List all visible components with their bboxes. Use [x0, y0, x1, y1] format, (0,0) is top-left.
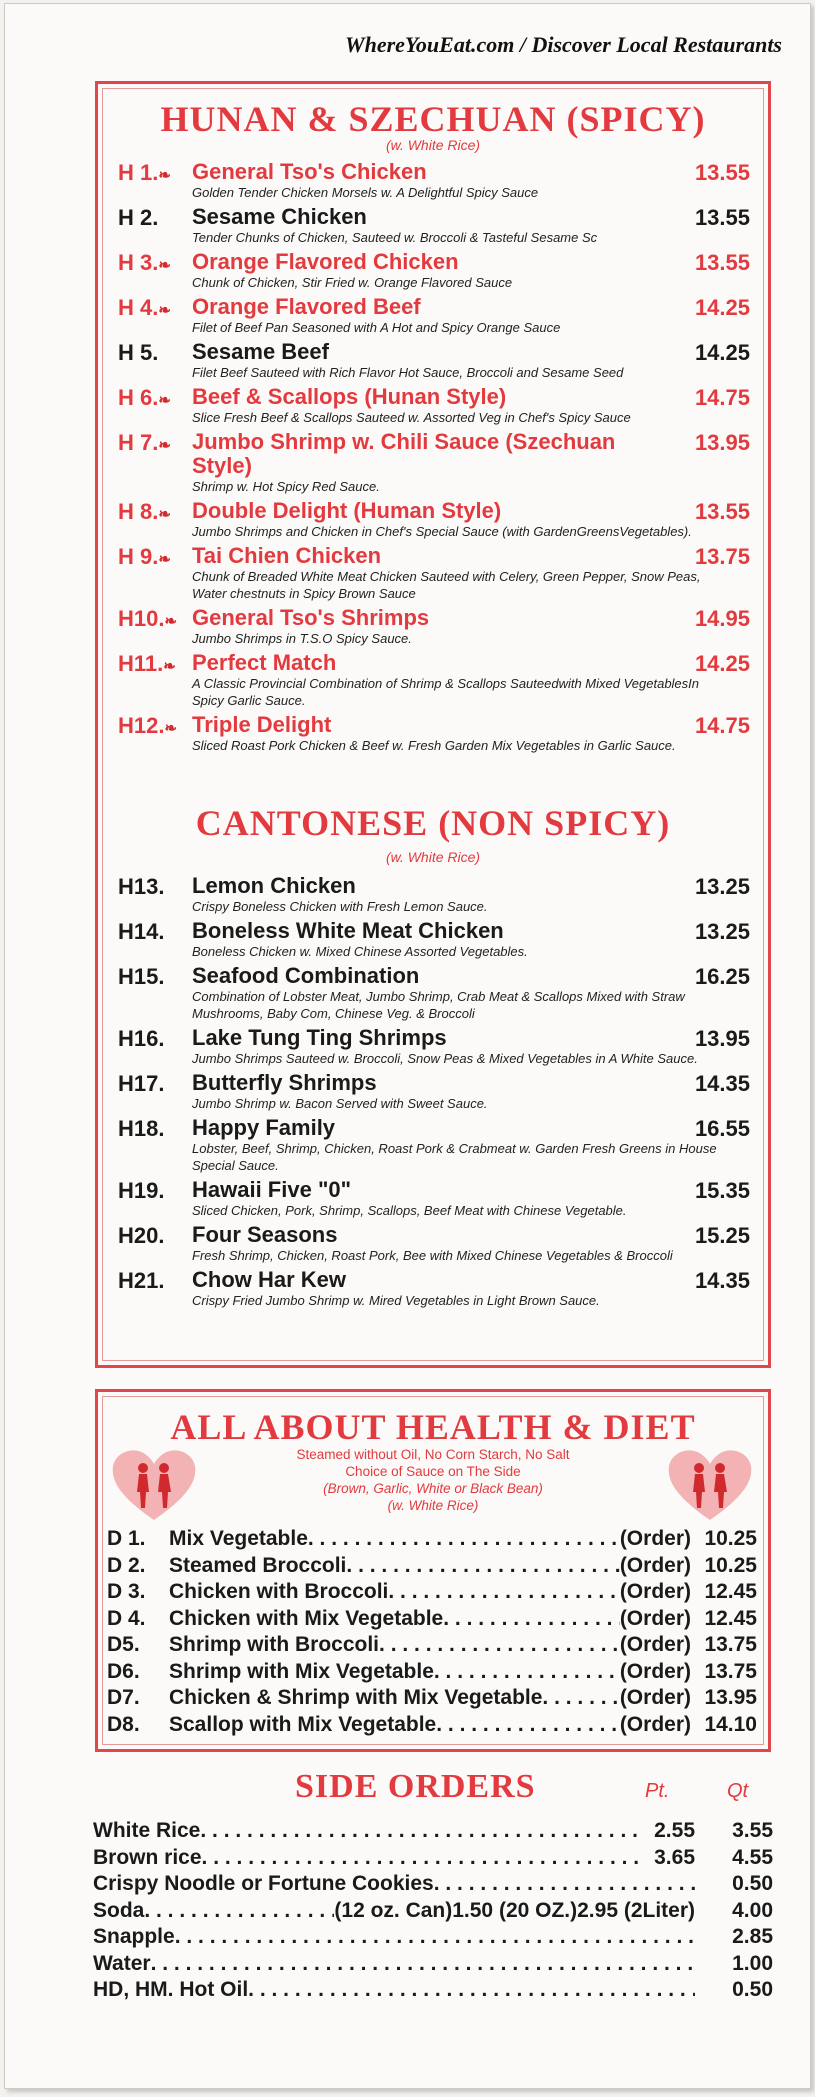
- menu-item: [118, 250, 750, 291]
- item-code: [118, 651, 196, 677]
- item-price: 14.35: [694, 1268, 750, 1293]
- side-item-name: HD, HM. Hot Oil: [93, 1978, 249, 2001]
- diet-item-price: 10.25: [704, 1553, 757, 1577]
- diet-item-price: 13.75: [704, 1633, 757, 1656]
- menu-item: [118, 1178, 750, 1219]
- side-item: [93, 1977, 773, 2004]
- item-code-text: H18.: [118, 1116, 165, 1141]
- item-code-text: H13.: [118, 874, 165, 899]
- diet-item: [107, 1579, 757, 1606]
- item-description: Sliced Roast Pork Chicken & Beef w. Fresh Garden Mix Vegetables in Garlic Sauce.: [192, 738, 676, 753]
- menu-item: [118, 1116, 750, 1174]
- item-code-text: H17.: [118, 1071, 165, 1096]
- item-code-text: H 4.: [118, 295, 159, 320]
- diet-item-name: Chicken with Broccoli: [169, 1580, 389, 1603]
- menu-item: [118, 295, 750, 336]
- chili-pepper-icon: ❧: [158, 257, 171, 274]
- diet-item-order: (Order): [619, 1659, 691, 1683]
- item-code: [118, 1116, 196, 1142]
- dot-leader: [542, 1685, 619, 1712]
- side-item: [93, 1898, 773, 1925]
- item-price: 14.75: [694, 713, 750, 738]
- item-price: 13.25: [694, 919, 750, 944]
- diet-item: [107, 1712, 757, 1739]
- item-code-text: H12.: [118, 713, 165, 738]
- item-price: 15.35: [694, 1178, 750, 1203]
- side-item-pt-price: 3.65: [654, 1845, 695, 1869]
- item-code: [118, 1223, 196, 1249]
- item-description: Jumbo Shrimp w. Bacon Served with Sweet Sauce.: [192, 1096, 488, 1111]
- item-price: 13.95: [694, 430, 750, 455]
- side-item-list: [93, 1818, 773, 2004]
- item-code: [118, 250, 196, 276]
- menu-item: [118, 1223, 750, 1264]
- item-code-text: H 7.: [118, 430, 159, 455]
- dot-leader: [200, 1818, 643, 1845]
- item-code: [118, 160, 196, 186]
- side-item: [93, 1818, 773, 1845]
- chili-pepper-icon: ❧: [158, 506, 171, 523]
- item-price: 14.75: [694, 385, 750, 410]
- item-name: Tai Chien Chicken: [192, 543, 382, 568]
- item-name: Lemon Chicken: [192, 873, 356, 898]
- chili-pepper-icon: ❧: [158, 437, 171, 454]
- menu-item: [118, 499, 750, 540]
- menu-item: [118, 919, 750, 960]
- item-name: Boneless White Meat Chicken: [192, 918, 504, 943]
- item-description: Tender Chunks of Chicken, Sauteed w. Broccoli & Tasteful Sesame Sc: [192, 230, 598, 245]
- side-item-qt-price: 0.50: [732, 1978, 773, 2001]
- diet-note: (Brown, Garlic, White or Black Bean): [323, 1481, 543, 1496]
- item-price: 13.55: [694, 250, 750, 275]
- diet-note: Choice of Sauce on The Side: [345, 1464, 521, 1479]
- diet-item: [107, 1685, 757, 1712]
- menu-item: [118, 340, 750, 381]
- item-name: Beef & Scallops (Hunan Style): [192, 384, 507, 409]
- diet-item-code: D8.: [107, 1712, 140, 1736]
- side-item-name: Brown rice: [93, 1845, 202, 1869]
- side-item-qt-price: 4.55: [732, 1845, 773, 1869]
- item-code-text: H16.: [118, 1026, 165, 1051]
- item-description: Filet of Beef Pan Seasoned with A Hot and Spicy Orange Sauce: [192, 320, 561, 335]
- item-description: Shrimp w. Hot Spicy Red Sauce.: [192, 479, 380, 494]
- item-code-text: H19.: [118, 1178, 165, 1203]
- diet-item-price: 10.25: [704, 1527, 757, 1550]
- item-name: General Tso's Shrimps: [192, 605, 430, 630]
- item-price: 13.25: [694, 874, 750, 899]
- dot-leader: [434, 1659, 620, 1686]
- menu-item: [118, 713, 750, 754]
- menu-item: [118, 1268, 750, 1309]
- chili-pepper-icon: ❧: [158, 302, 171, 319]
- side-item-name: Crispy Noodle or Fortune Cookies: [93, 1872, 434, 1895]
- item-description: Slice Fresh Beef & Scallops Sauteed w. Assorted Veg in Chef's Spicy Sauce: [192, 410, 631, 425]
- item-name: Sesame Chicken: [192, 204, 367, 229]
- item-code-text: H 3.: [118, 250, 159, 275]
- diet-title: ALL ABOUT HEALTH & DIET: [170, 1407, 696, 1447]
- diet-item: [107, 1526, 757, 1553]
- item-name: Sesame Beef: [192, 339, 329, 364]
- side-item-qt-price: 0.50: [732, 1872, 773, 1895]
- item-code-text: H15.: [118, 964, 165, 989]
- diet-item-code: D5.: [107, 1633, 140, 1656]
- dot-leader: [388, 1579, 619, 1606]
- item-code-text: H11.: [118, 651, 164, 676]
- item-name: Lake Tung Ting Shrimps: [192, 1025, 447, 1050]
- item-name: Chow Har Kew: [192, 1267, 347, 1292]
- chili-pepper-icon: ❧: [158, 551, 171, 568]
- side-item-name: Soda: [93, 1898, 145, 1922]
- site-header: WhereYouEat.com / Discover Local Restaurants: [345, 32, 782, 57]
- item-price: 14.35: [694, 1071, 750, 1096]
- hunan-title: HUNAN & SZECHUAN (SPICY): [160, 99, 706, 139]
- diet-item-order: (Order): [619, 1606, 691, 1630]
- item-code: [118, 205, 196, 231]
- dot-leader: [308, 1526, 620, 1553]
- item-code-text: H 5.: [118, 340, 159, 365]
- item-name: Orange Flavored Chicken: [192, 249, 459, 274]
- item-price: 14.25: [694, 340, 750, 365]
- side-item-qt-price: 3.55: [732, 1819, 773, 1842]
- menu-item: [118, 1071, 750, 1112]
- item-code: [118, 713, 196, 739]
- diet-item-price: 14.10: [704, 1712, 757, 1736]
- item-price: 13.75: [694, 544, 750, 569]
- item-description: Jumbo Shrimps Sauteed w. Broccoli, Snow Peas & Mixed Vegetables in A White Sauce.: [192, 1051, 698, 1066]
- hunan-subtitle: (w. White Rice): [385, 137, 481, 153]
- diet-item-name: Shrimp with Broccoli: [169, 1633, 380, 1656]
- item-price: 13.55: [694, 205, 750, 230]
- diet-item-order: (Order): [619, 1553, 691, 1577]
- diet-notes: [205, 1446, 661, 1514]
- item-price: 16.25: [694, 964, 750, 989]
- chili-pepper-icon: ❧: [164, 720, 178, 737]
- item-description: Crispy Fried Jumbo Shrimp w. Mired Vegetables in Light Brown Sauce.: [192, 1293, 600, 1308]
- side-item-qt-price: 4.00: [732, 1898, 773, 1922]
- side-item-name: White Rice: [93, 1819, 201, 1842]
- diet-item-code: D 1.: [107, 1527, 146, 1550]
- side-item-name: Water: [93, 1951, 151, 1975]
- item-name: Hawaii Five "0": [192, 1177, 352, 1202]
- dot-leader: [175, 1924, 695, 1951]
- side-item-pt-price: 2.55: [654, 1819, 695, 1842]
- diet-item: [107, 1553, 757, 1580]
- item-code: [118, 1268, 196, 1294]
- item-description: Fresh Shrimp, Chicken, Roast Pork, Bee with Mixed Chinese Vegetables & Broccoli: [192, 1248, 673, 1263]
- dot-leader: [151, 1951, 695, 1978]
- item-price: 14.95: [694, 606, 750, 631]
- item-price: 13.55: [694, 160, 750, 185]
- item-description: Chunk of Breaded White Meat Chicken Sauteed with Celery, Green Pepper, Snow Peas, Water chestnuts in Spicy Brown Sauce: [192, 569, 701, 601]
- item-code: [118, 606, 196, 632]
- chili-pepper-icon: ❧: [164, 613, 178, 630]
- dot-leader: [443, 1606, 620, 1633]
- item-code: [118, 919, 196, 945]
- item-code-text: H10.: [118, 606, 165, 631]
- dot-leader: [379, 1632, 620, 1659]
- diet-item-order: (Order): [619, 1712, 691, 1736]
- item-description: Golden Tender Chicken Morsels w. A Delightful Spicy Sauce: [192, 185, 539, 200]
- menu-item: [118, 385, 750, 426]
- side-item-qt-price: 2.85: [732, 1925, 773, 1948]
- item-code: [118, 385, 196, 411]
- diet-item-list: [107, 1526, 757, 1738]
- item-code: [118, 544, 196, 570]
- item-description: Chunk of Chicken, Stir Fried w. Orange Flavored Sauce: [192, 275, 513, 290]
- diet-item-price: 12.45: [704, 1580, 757, 1603]
- side-item: [93, 1871, 773, 1898]
- diet-item: [107, 1632, 757, 1659]
- item-code: [118, 874, 196, 900]
- item-name: Perfect Match: [192, 650, 337, 675]
- diet-item-name: Mix Vegetable: [169, 1527, 308, 1550]
- item-description: Crispy Boneless Chicken with Fresh Lemon Sauce.: [192, 899, 488, 914]
- dot-leader: [346, 1553, 619, 1580]
- item-description: Jumbo Shrimps and Chicken in Chef's Special Sauce (with GardenGreensVegetables).: [192, 524, 692, 539]
- item-name: Double Delight (Human Style): [192, 498, 502, 523]
- item-description: Combination of Lobster Meat, Jumbo Shrimp, Crab Meat & Scallops Mixed with Straw Mushrooms, Baby Com, Chinese Veg. & Broccoli: [192, 989, 685, 1021]
- item-code: [118, 499, 196, 525]
- item-code: [118, 1178, 196, 1204]
- item-price: 13.95: [694, 1026, 750, 1051]
- diet-item-code: D7.: [107, 1686, 140, 1709]
- heart-couple-icon: [665, 1444, 755, 1524]
- item-description: Jumbo Shrimps in T.S.O Spicy Sauce.: [192, 631, 412, 646]
- item-name: Triple Delight: [192, 712, 332, 737]
- item-code: [118, 1071, 196, 1097]
- item-name: Happy Family: [192, 1115, 336, 1140]
- cantonese-title: CANTONESE (NON SPICY): [195, 803, 671, 843]
- side-item-name: Snapple: [93, 1925, 175, 1948]
- diet-item-code: D 2.: [107, 1553, 146, 1577]
- menu-item: [118, 606, 750, 647]
- diet-item: [107, 1606, 757, 1633]
- item-code: [118, 340, 196, 366]
- item-name: Jumbo Shrimp w. Chili Sauce (Szechuan Style): [192, 429, 616, 478]
- diet-item-name: Chicken & Shrimp with Mix Vegetable: [169, 1686, 543, 1709]
- diet-item-name: Shrimp with Mix Vegetable: [169, 1659, 434, 1683]
- item-name: General Tso's Chicken: [192, 159, 427, 184]
- item-code-text: H 9.: [118, 544, 159, 569]
- diet-item-code: D6.: [107, 1659, 140, 1683]
- diet-item-name: Chicken with Mix Vegetable: [169, 1606, 444, 1630]
- item-code-text: H 2.: [118, 205, 159, 230]
- side-item: [93, 1845, 773, 1872]
- item-code-text: H20.: [118, 1223, 165, 1248]
- item-price: 15.25: [694, 1223, 750, 1248]
- side-item-qt-price: 1.00: [732, 1951, 773, 1975]
- item-description: Lobster, Beef, Shrimp, Chicken, Roast Pork & Crabmeat w. Garden Fresh Greens in House Special Sauce.: [192, 1141, 717, 1173]
- diet-item-code: D 3.: [107, 1580, 146, 1603]
- diet-item-name: Steamed Broccoli: [169, 1553, 347, 1577]
- cantonese-item-list: [118, 874, 750, 1313]
- item-name: Butterfly Shrimps: [192, 1070, 377, 1095]
- item-description: Boneless Chicken w. Mixed Chinese Assorted Vegetables.: [192, 944, 528, 959]
- item-description: Filet Beef Sauteed with Rich Flavor Hot Sauce, Broccoli and Sesame Seed: [192, 365, 624, 380]
- item-price: 16.55: [694, 1116, 750, 1141]
- item-description: A Classic Provincial Combination of Shrimp & Scallops Sauteedwith Mixed VegetablesIn Spicy Garlic Sauce.: [192, 676, 700, 708]
- dot-leader: [248, 1977, 695, 2004]
- item-code: [118, 1026, 196, 1052]
- menu-item: [118, 430, 750, 495]
- menu-item: [118, 651, 750, 709]
- item-code-text: H 8.: [118, 499, 159, 524]
- item-name: Orange Flavored Beef: [192, 294, 421, 319]
- dot-leader: [436, 1712, 620, 1739]
- diet-note: Steamed without Oil, No Corn Starch, No Salt: [296, 1447, 570, 1462]
- menu-item: [118, 964, 750, 1022]
- diet-note: (w. White Rice): [387, 1498, 479, 1513]
- diet-item-price: 12.45: [704, 1606, 757, 1630]
- item-price: 13.55: [694, 499, 750, 524]
- diet-item: [107, 1659, 757, 1686]
- heart-couple-icon: [109, 1444, 199, 1524]
- diet-item-order: (Order): [619, 1686, 691, 1709]
- side-item: [93, 1924, 773, 1951]
- diet-item-order: (Order): [619, 1527, 691, 1550]
- item-code: [118, 964, 196, 990]
- diet-item-name: Scallop with Mix Vegetable: [169, 1712, 437, 1736]
- menu-item: [118, 1026, 750, 1067]
- item-code-text: H21.: [118, 1268, 165, 1293]
- item-price: 14.25: [694, 651, 750, 676]
- diet-item-price: 13.75: [704, 1659, 757, 1683]
- item-code-text: H 1.: [118, 160, 159, 185]
- item-code-text: H14.: [118, 919, 165, 944]
- diet-item-order: (Order): [619, 1580, 691, 1603]
- menu-page: [4, 3, 811, 2089]
- menu-item: [118, 544, 750, 602]
- item-code: [118, 295, 196, 321]
- diet-item-code: D 4.: [107, 1606, 146, 1630]
- item-code-text: H 6.: [118, 385, 159, 410]
- side-col-qt: Qt: [727, 1780, 749, 1802]
- side-item-sizes: (12 oz. Can)1.50 (20 OZ.)2.95 (2Liter): [334, 1898, 695, 1922]
- dot-leader: [434, 1871, 695, 1898]
- item-description: Sliced Chicken, Pork, Shrimp, Scallops, Beef Meat with Chinese Vegetable.: [192, 1203, 627, 1218]
- side-item: [93, 1951, 773, 1978]
- cantonese-subtitle: (w. White Rice): [385, 849, 481, 865]
- chili-pepper-icon: ❧: [163, 658, 176, 675]
- diet-item-order: (Order): [619, 1633, 691, 1656]
- side-orders-title: SIDE ORDERS: [295, 1768, 536, 1805]
- chili-pepper-icon: ❧: [158, 392, 171, 409]
- item-code: [118, 430, 196, 456]
- item-name: Four Seasons: [192, 1222, 338, 1247]
- menu-item: [118, 205, 750, 246]
- dot-leader: [144, 1898, 334, 1925]
- menu-item: [118, 874, 750, 915]
- item-price: 14.25: [694, 295, 750, 320]
- chili-pepper-icon: ❧: [158, 167, 171, 184]
- menu-item: [118, 160, 750, 201]
- diet-item-price: 13.95: [704, 1686, 757, 1709]
- dot-leader: [202, 1845, 643, 1872]
- item-name: Seafood Combination: [192, 963, 420, 988]
- side-col-pt: Pt.: [645, 1780, 670, 1802]
- hunan-item-list: [118, 160, 750, 758]
